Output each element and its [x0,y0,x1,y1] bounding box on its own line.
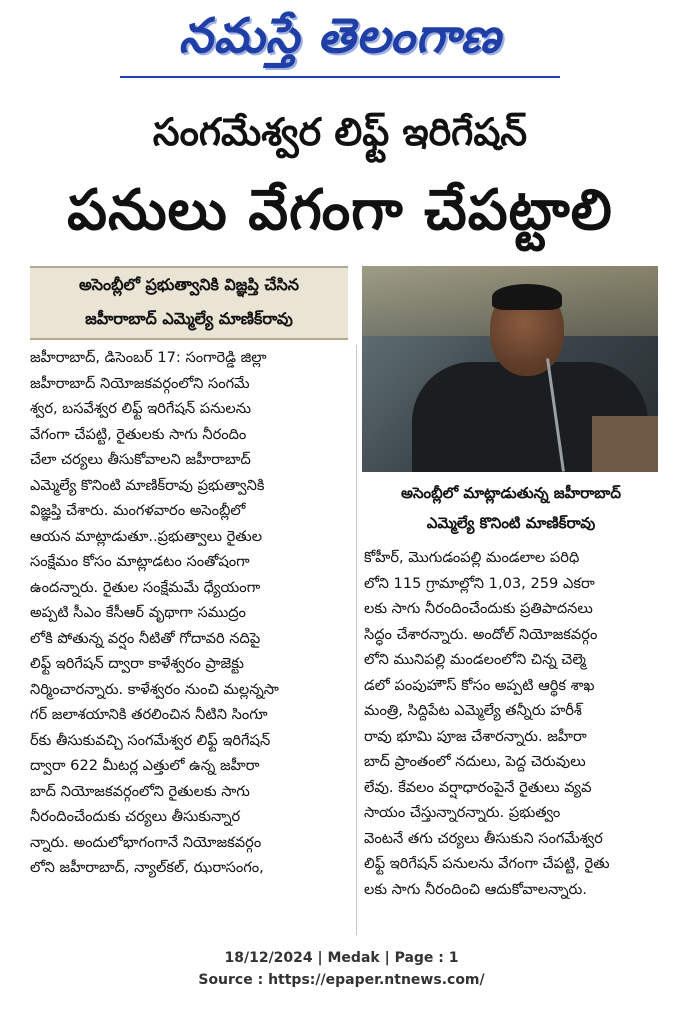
photo-caption [364,478,658,538]
newspaper-masthead: నమస్తే తెలంగాణ [178,8,502,64]
article-line: న్నారు. అందులోభాగంగానే నియోజకవర్గం [30,833,262,851]
article-line: ఆయన మాట్లాడుతూ..ప్రభుత్వాలు రైతుల [30,527,263,545]
article-line: శ్వర, బసవేశ్వర లిఫ్ట్ ఇరిగేషన్ పనులను [30,400,252,417]
article-line: వెంటనే తగు చర్యలు తీసుకుని సంగమేశ్వర [364,829,603,847]
article-line: బాద్ ప్రాంతంలో నదులు, పెద్ద చెరువులు [364,753,586,770]
article-line: నీరందించేందుకు చర్యలు తీసుకున్నార [30,808,241,825]
article-line: బాద్ నియోజకవర్గంలోని రైతులకు సాగు [30,782,250,800]
article-line: ఎమ్మెల్యే కొనింటి మాణిక్‌రావు ప్రభుత్వానికి [30,476,265,494]
photo-figure-hair [492,284,562,310]
article-line: లేవు. కేవలం వర్షాధారంపైనే రైతులు వ్యవ [364,778,592,796]
column-divider [356,345,357,935]
article-line: లిఫ్ట్ ఇరిగేషన్ పనులను వేగంగా చేపట్టి, రైతు [364,855,610,872]
article-line: విజ్ఞప్తి చేశారు. మంగళవారం అసెంబ్లీలో [30,502,246,519]
article-line: సంక్షేమం కోసం మాట్లాడటం సంతోషంగా [30,553,250,570]
caption-line: ఎమ్మెల్యే కొనింటి మాణిక్‌రావు [426,514,596,532]
photo-desk [592,416,658,472]
caption-line: అసెంబ్లీలో మాట్లాడుతున్న జహీరాబాద్ [401,484,621,502]
article-line: లోని మునిపల్లి మండలంలోని చిన్న చెల్మె [364,651,586,668]
article-line: జహీరాబాద్ నియోజకవర్గంలోని సంగమే [30,374,250,392]
article-line: లోని 115 గ్రామాల్లోని 1,03, 259 ఎకరా [364,574,595,592]
article-line: అప్పటి సీఎం కేసీఆర్ వృథాగా సముద్రం [30,604,246,621]
article-line: గర్ జలాశయానికి తరలించిన నీటిని సింగూ [30,706,268,723]
article-line: లకు సాగు నీరందించేందుకు ప్రతిపాదనలు [364,600,593,617]
article-line: చేలా చర్యలు తీసుకోవాలని జహీరాబాద్ [30,451,251,468]
article-line: లోని జహీరాబాద్, న్యాల్‌కల్, ఝరాసంగం, [30,859,264,876]
headline-line-1: సంగమేశ్వర లిఫ్ట్ ఇరిగేషన్ [152,110,528,154]
article-line: సిద్ధం చేశారన్నారు. అందోల్ నియోజకవర్గం [364,625,598,643]
article-line: లోకి పోతున్న వర్షం నీటితో గోదావరి నదిపై [30,629,261,647]
article-line: మంత్రి, సిద్దిపేట ఎమ్మెల్యే తన్నీరు హరీశ్ [364,702,582,719]
article-line: నిర్మించారన్నారు. కాళేశ్వరం నుంచి మల్లన్నసా [30,680,279,698]
subheadline-line: జహీరాబాద్ ఎమ్మెల్యే మాణిక్‌రావు [85,309,293,328]
article-line: జహీరాబాద్, డిసెంబర్ 17: సంగారెడ్డి జిల్లా [30,349,267,366]
article-line: వేగంగా చేపట్టి, రైతులకు సాగు నీరందిం [30,425,247,443]
article-body-right-column [364,545,658,902]
article-line: రావు భూమి పూజ చేశారన్నారు. జహీరా [364,727,587,745]
article-line: ఉందన్నారు. రైతుల సంక్షేమమే ధ్యేయంగా [30,578,261,596]
headline-line-2: పనులు వేగంగా చేపట్టాలి [67,178,613,243]
page-footer [0,947,683,991]
footer-source-link[interactable]: Source : https://epaper.ntnews.com/ [198,972,485,988]
article-line: లకు సాగు నీరందించి ఆదుకోవాలన్నారు. [364,880,587,898]
article-line: లిఫ్ట్ ఇరిగేషన్ ద్వారా కాళేశ్వరం ప్రాజెక్టు [30,655,244,672]
subheadline-box [30,266,348,340]
subheadline-line: అసెంబ్లీలో ప్రభుత్వానికి విజ్ఞప్తి చేసిన [78,275,300,294]
masthead-rule [120,76,560,78]
article-body-left-column [30,345,348,881]
article-line: డలో పంపుహౌస్ కోసం అప్పటి ఆర్థిక శాఖ [364,676,595,694]
footer-edition-info: 18/12/2024 | Medak | Page : 1 [224,950,459,966]
article-line: ద్వారా 622 మీటర్ల ఎత్తులో ఉన్న జహీరా [30,757,260,774]
article-line: సాయం చేస్తున్నారన్నారు. ప్రభుత్వం [364,804,561,821]
article-line: ర్‌కు తీసుకువచ్చి సంగమేశ్వర లిఫ్ట్ ఇరిగేషన్ [30,731,271,749]
mla-photo [362,266,658,472]
article-line: కోహీర్, మొగుడంపల్లి మండలాల పరిధి [364,549,580,566]
